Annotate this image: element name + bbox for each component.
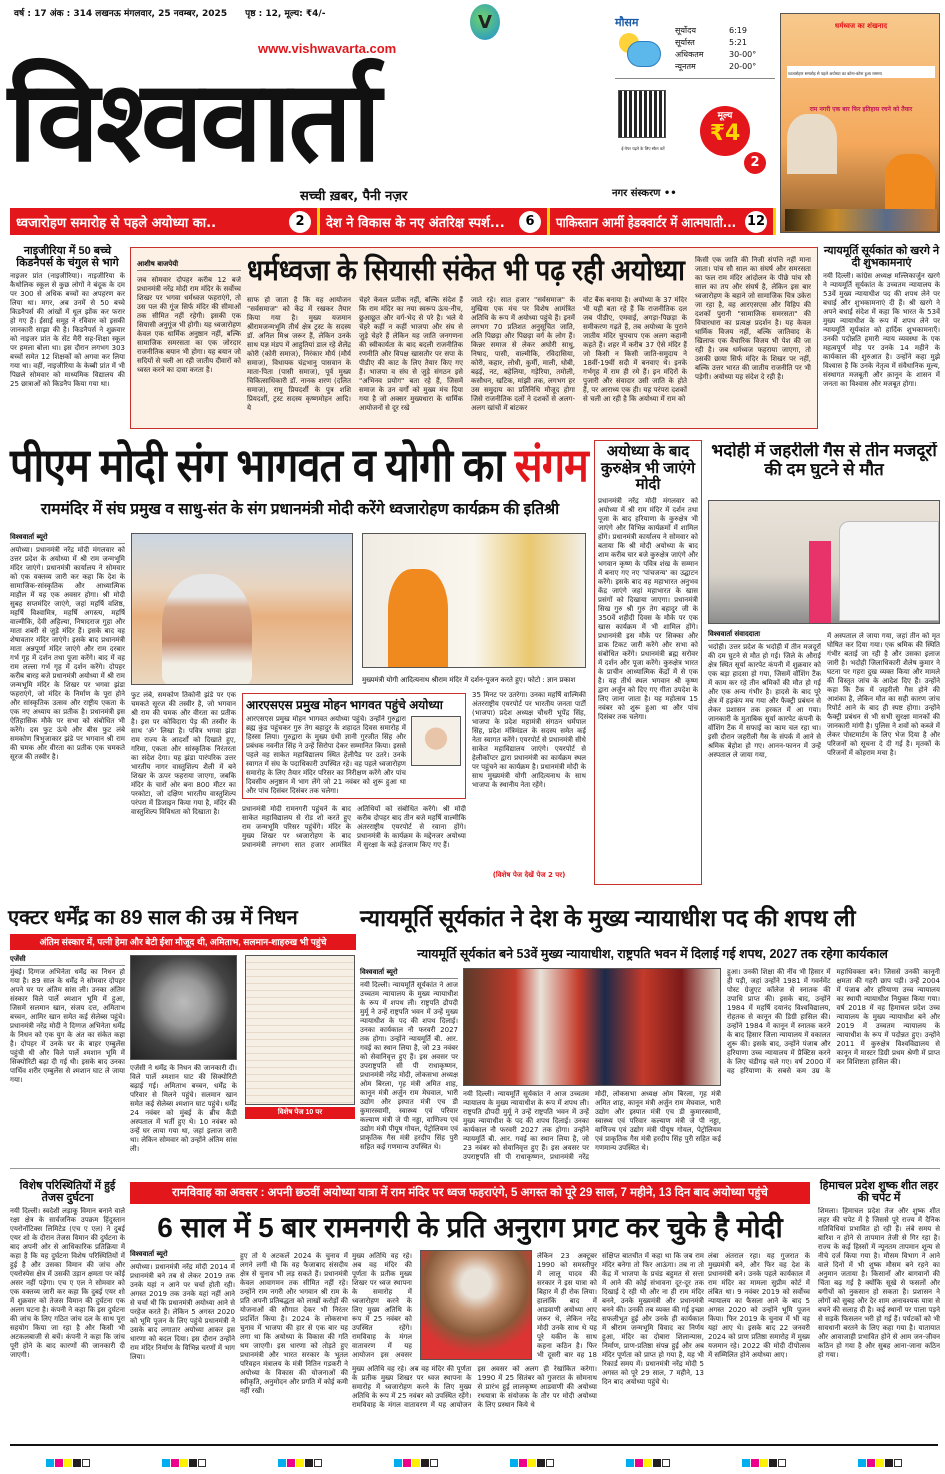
lead-body: अयोध्या। प्रधानमंत्री नरेंद्र मोदी मंगलवार को उत्तर प्रदेश के अयोध्या में श्री राम जन्मभूमि मंदिर जाएंगे। प्रधानमंत्री कार्यालय ने सोमवार को एक वक्तव्य जारी कर कहा कि देश के सामाजिक-सांस्कृतिक और आध्यात्मिक माहौल में यह एक अवसर होगा। श्री मोदी सुबह सप्तमंदिर जाएंगे, जहां महर्षि वशिष्ठ, महर्षि विश्वामित्र, महर्षि अगस्त्य, महर्षि वाल्मीकि, देवी अहिल्या, निषादराज गुहा और माता शबरी से जुड़े मंदिर हैं। इसके बाद वह शेषावतार मंदिर जाएंगे। इसके बाद प्रधानमंत्री माता अन्नपूर्णा मंदिर जाएंगे और राम दरबार गर्भ गृह में दर्शन तथा पूजा करेंगे। बाद में वह राम लल्ला गर्भ गृह में दर्शन करेंगे। दोपहर करीब बारह बजे प्रधानमंत्री अयोध्या में श्री राम जन्मभूमि मंदिर के शिखर पर भगवा झंडा फहराएंगे, जो मंदिर के निर्माण के पूरा होने और सांस्कृतिक उत्सव और राष्ट्रीय एकता के एक नए अध्याय का प्रतीक है। प्रधानमंत्री इस ऐतिहासिक मौके पर सभा को संबोधित भी करेंगे। दस फुट ऊंचे और बीस फुट लंबे समकोण त्रिभुजाकार झंडे पर भगवान श्री राम की चमक और वीरता का प्रतीक एक चमकते सूरज की तस्वीर है। xyxy=(10,546,125,761)
tejas-body: नयी दिल्ली। स्वदेशी लड़ाकू विमान बनाने वाले रक्षा क्षेत्र के सार्वजनिक उपक्रम हिंदुस्तान एयरोनॉटिक्स लिमिटेड (एच ए एल) ने दुबई एयर शो के दौरान तेजस विमान की दुर्घटना के बाद अपनी ओर से आधिकारिक प्रतिक्रिया में कहा है कि यह दुर्घटना विशेष परिस्थितियों में हुई है और उसका विमान की जांच और एयरोस्पेस क्षेत्र में उसकी उड़ान क्षमता पर कोई असर नहीं पड़ेगा। एच ए एल ने सोमवार को एक वक्तव्य जारी कर कहा कि दुबई एयर शो में शुक्रवार को तेजस विमान की दुर्घटना एक अलग घटना है। कंपनी ने कहा कि इस दुर्घटना की जांच के लिए गठित जांच दल के साथ पूरा सहयोग किया जा रहा है और किसी भी अटकलबाजी से बचें। कंपनी ने कहा कि जांच पूरी होने के बाद कारणों की जानकारी दी जाएगी। xyxy=(10,1207,125,1360)
kurukshetra-headline: अयोध्या के बाद कुरुक्षेत्र भी जाएंगे मोदी xyxy=(600,443,696,493)
price-value: ₹4 xyxy=(709,121,741,146)
color-swatch xyxy=(162,1459,170,1467)
color-swatch xyxy=(510,1459,518,1467)
registration-mark-icon xyxy=(778,1459,786,1467)
yogi-temple-photo xyxy=(362,533,586,668)
registration-mark-icon xyxy=(314,1459,322,1467)
kharge-body: नयी दिल्ली। कांग्रेस अध्यक्ष मल्लिकार्जुन खरगे ने न्यायमूर्ति सूर्यकांत के उच्चतम न्यायालय के 53वें मुख्य न्यायाधीश पद की शपथ लेने पर बधाई और शुभकामनाएं दी हैं। श्री खरगे ने अपने बधाई संदेश में कहा कि भारत के 53वें मुख्य न्यायाधीश के रूप में शपथ लेने पर न्यायमूर्ति सूर्यकांत को हार्दिक शुभकामनाएँ। उनकी पदोन्नति हमारी न्याय व्यवस्था के एक महत्वपूर्ण मोड़ पर उनके 14 महीने के कार्यकाल की शुरुआत है। उन्होंने कहा मुझे विश्वास है कि उनके नेतृत्व में संवैधानिक मूल्य, संस्थागत मजबूती और क़ानून के शासन में जनता का विश्वास और मजबूत होगा। xyxy=(823,272,940,389)
color-swatch xyxy=(635,1459,643,1467)
promo-yogi-photo xyxy=(885,154,935,209)
color-swatch xyxy=(64,1459,72,1467)
lead-subhead-wrap xyxy=(10,500,590,520)
bhagwat-photo xyxy=(411,716,461,766)
lead-body-cont: 35 मिनट पर उतरेगा। उनका महर्षि वाल्मिकी अंतरराष्ट्रीय एयरपोर्ट पर भारतीय जनता पार्टी (भाजपा) प्रदेश अध्यक्ष चौधरी भूपेंद्र सिंह, भाजपा के प्रदेश महामंत्री संगठन धर्मपाल सिंह, प्रदेश मंत्रिमंडल के सदस्य समेत कई नेता स्वागत करेंगे। एयरपोर्ट से प्रधानमंत्री सीधे साकेत महाविद्यालय जाएंगे। एयरपोर्ट से हेलीकॉप्टर द्वारा प्रधानमंत्री का कार्यक्रम स्थल पर पहुंचने का कार्यक्रम है। प्रधानमंत्री मोदी के साथ मुख्यमंत्री योगी आदित्यनाथ के साथ भाजपा के स्थानीय नेता रहेंगे। xyxy=(472,691,586,789)
color-swatch xyxy=(180,1459,188,1467)
registration-mark-icon xyxy=(430,1459,438,1467)
teaser-text: पाकिस्तान आर्मी हेडक्वार्टर में आत्मघाती... xyxy=(556,215,736,231)
tejas-story xyxy=(10,1180,125,1414)
color-swatch xyxy=(885,1459,893,1467)
cji-body-cont: नयी दिल्ली। न्यायमूर्ति सूर्यकांत ने आज उच्चतम न्यायालय के मुख्य न्यायाधीश के रूप में शपथ ली। राष्ट्रपति द्रौपदी मुर्मू ने उन्हें राष्ट्रपति भवन में उन्हें मुख्य न्यायाधीश के पद की शपथ दिलाई। उनका कार्यकाल नौ फरवरी 2027 तक होगा। उन्होंने न्यायमूर्ति बी. आर. गवई का स्थान लिया है, जो 23 नवंबर को सेवानिवृत्त हुए हैं। इस अवसर पर उपराष्ट्रपति सी पी राधाकृष्णन, प्रधानमंत्री नरेंद्र मोदी, लोकसभा अध्यक्ष ओम बिरला, गृह मंत्री अमित शाह, कानून मंत्री अर्जुन राम मेघवाल, भारी उद्योग और इस्पात मंत्री एच डी कुमारस्वामी, स्वास्थ्य एवं परिवार कल्याण मंत्री जे पी नड्डा, वाणिज्य एवं उद्योग मंत्री पीयूष गोयल, पेट्रोलियम एवं प्राकृतिक गैस मंत्री हरदीप सिंह पुरी सहित कई गणमान्य उपस्थित थे। xyxy=(463,1090,721,1161)
weather-row-sunrise xyxy=(675,25,775,37)
continued-link-wrap xyxy=(472,867,586,877)
cji-body-cont: हुआ। उनकी शिक्षा की नींव भी हिसार में ही पड़ी, जहां उन्होंने 1981 में गवर्नमेंट पोस्ट ग्रेजुएट कॉलेज से स्नातक की उपाधि प्राप्त की। इसके बाद, उन्होंने 1984 में महर्षि दयानंद विश्वविद्यालय, रोहतक से कानून की डिग्री हासिल की। उन्होंने 1984 में कानून में स्नातक करने के बाद हिसार जिला न्यायालय में वकालत शुरू की। इसके बाद, उन्होंने पंजाब और हरियाणा उच्च न्यायालय में प्रैक्टिस करने के लिए चंडीगढ़ चले गए। वर्ष 2000 में वह हरियाणा के सबसे कम उम्र के महाधिवक्ता बने। जिससे उनकी कानूनी क्षमता की गहरी छाप पड़ी। उन्हें 2004 में पंजाब और हरियाणा उच्च न्यायालय का स्थायी न्यायाधीश नियुक्त किया गया। वर्ष 2018 में वह हिमाचल प्रदेश उच्च न्यायालय के मुख्य न्यायाधीश बने और 2019 में उच्चतम न्यायालय के न्यायाधीश के रूप में पदोन्नत हुए। उन्होंने 2011 में कुरुक्षेत्र विश्वविद्यालय से कानून में मास्टर डिग्री प्रथम श्रेणी में प्राप्त कर विशिष्टता हासिल की। xyxy=(727,968,940,1075)
nigeria-body: नाइजर प्रांत (नाइजीरिया)। नाइजीरिया के कैथोलिक स्कूल से कुछ लोगों ने बंदूक के दम पर 300 से अधिक बच्चों का अपहरण कर लिया था। मगर, अब उनमें से 50 बच्चे किडनैपर्स की आंखों में धूल झोंक कर फरार हो गए हैं। ईसाई समूह ने रविवार को इसकी जानकारी साझा की है। किडनैपर्स ने शुक्रवार को नाइजर प्रांत के सेंट मैरी सह-शिक्षा स्कूल पर हमला बोला था। इस दौरान लगभग 303 बच्चों समेत 12 शिक्षकों को अगवा कर लिया गया था। वहीं, नाइजीरिया के केब्बी प्रांत में भी पिछले सोमवार को माध्यमिक विद्यालय की 25 छात्राओं को किडनैप किया गया था। xyxy=(10,272,125,389)
weather-box xyxy=(615,15,775,79)
kurukshetra-box xyxy=(594,440,702,885)
price-label: मूल्य xyxy=(717,111,733,121)
color-swatch xyxy=(751,1459,759,1467)
special-page-tag[interactable]: विशेष पेज 10 पर xyxy=(277,1109,323,1116)
teaser-page-number: 6 xyxy=(519,211,541,233)
dharmendra-body-cont: एजेंसी ने धर्मेंद्र के निधन की जानकारी दी। विले पार्ले श्मशान घाट की सिक्योरिटी बढ़ाई गई। अमिताभ बच्चन, धर्मेंद्र के परिवार से मिलने पहुंचे। सलमान खान समेत कई सेलेब्स श्मशान घाट पहुंचे। धर्मेंद्र 24 नवंबर को मुंबई के ब्रीच कैंडी अस्पताल में भर्ती हुए थे। 10 नवंबर को उन्हें घर लाया गया था, जहां इलाज जारी था। लेकिन सोमवार को उन्होंने अंतिम सांस ली। xyxy=(130,1064,237,1153)
dharmendra-body: मुंबई। दिग्गज अभिनेता धर्मेंद्र का निधन हो गया है। 89 साल के धर्मेंद्र ने सोमवार दोपहर अपने घर पर अंतिम सांस ली। उनका अंतिम संस्कार विले पार्ले श्मशान भूमि में हुआ, जिसमें सलमान खान, संजय दत्त, अमिताभ बच्चन, आमिर खान समेत कई सेलेब्स पहुंचे। प्रधानमंत्री नरेंद्र मोदी ने दिग्गज अभिनेता धर्मेंद्र के निधन को एक युग के अंत का संकेत कहा है। दोपहर में उनके घर के बाहर एम्बुलेंस पहुंची थी और विले पार्ले श्मशान भूमि में सिक्योरिटी बढ़ा दी गई थी। इसके बाद उनका पार्थिव शरीर एम्बुलेंस से श्मशान घाट ले जाया गया। xyxy=(10,968,125,1084)
nigeria-headline: नाइजीरिया में 50 बच्चे किडनैपर्स के चंगुल से भागे xyxy=(16,245,119,270)
weather-value: 20-00° xyxy=(729,62,757,71)
ambulance-photo xyxy=(708,500,940,624)
weather-label: मौसम xyxy=(615,16,639,29)
ram-story-body: संक्षिप्त बातचीत में कहा था कि जब राम मंदिर बनेगा तो फिर आऊंगा। तब ना तो केंद्र में भाजपा के प्रचंड बहुमत से सत्ता में आने की कोई संभावना दूर-दूर तक दिखाई दे रही थी और ना ही राम मंदिर बनने, उनके मुख्यमंत्री और प्रधानमंत्री बनने की। उनकी तब व्यक्त की गई इच्छा सफलीभूत हुई और उनके ही कार्यकाल में श्रीराम जन्मभूमि विवाद का निर्णय हुआ, मंदिर का दोबारा शिलान्यास, निर्माण, प्राण-प्रतिष्ठा संपन्न हुई और अब मंदिर पूर्णता को प्राप्त हो गया है, यह भी रिकार्ड समय में। प्रधानमंत्री नरेंद्र मोदी 5 अगस्त को पूरे 29 साल, 7 महीने, 13 दिन बाद अयोध्या पहुंचे थे। xyxy=(602,1252,704,1386)
promo-supplement-image[interactable] xyxy=(780,13,940,233)
color-swatch-group xyxy=(742,1452,787,1464)
color-swatch xyxy=(412,1459,420,1467)
weather-key: सूर्यास्त xyxy=(675,38,695,47)
qr-code[interactable] xyxy=(618,90,666,138)
kharge-headline: न्यायमूर्ति सूर्यकांत को खरगे ने दी शुभकामनाएं xyxy=(823,245,940,270)
analysis-headline-wrap xyxy=(247,254,687,290)
weather-key: अधिकतम xyxy=(675,50,704,59)
color-swatch xyxy=(287,1459,295,1467)
lead-column xyxy=(10,533,125,888)
color-swatch xyxy=(769,1459,777,1467)
color-swatch xyxy=(394,1459,402,1467)
cji-subhead-wrap xyxy=(365,945,940,962)
registration-mark-icon xyxy=(546,1459,554,1467)
masthead-tagline-wrap xyxy=(300,187,500,205)
cji-headline: न्यायमूर्ति सूर्यकांत ने देश के मुख्य न्यायाधीश पद की शपथ ली xyxy=(360,905,856,931)
lead-body-cont: प्रधानमंत्री मोदी रामनगरी पहुंचने के बाद साकेत महाविद्यालय से रोड शो करते हुए राम जन्मभूमि परिसर पहुंचेंगे। मंदिर के मुख्य शिखर पर ध्वजारोहण के बाद प्रधानमंत्री लगभग सात हजार आमंत्रित अतिथियों को संबोधित करेंगे। श्री मोदी करीब दोपहर बाद तीन बजे महर्षि वाल्मीकि अंतरराष्ट्रीय एयरपोर्ट से रवाना होंगे। प्रधानमंत्री के कार्यक्रम के मद्देनजर अयोध्या में सुरक्षा के कड़े इंतजाम किए गए हैं। xyxy=(242,805,466,849)
color-swatch xyxy=(537,1459,545,1467)
color-swatch xyxy=(867,1459,875,1467)
teaser-page-number: 12 xyxy=(745,211,767,233)
edition-label: नगर संस्करण •• xyxy=(612,188,677,199)
dharmendra-photo xyxy=(130,955,237,1060)
divider xyxy=(10,1168,940,1169)
promo-strip-wrap xyxy=(787,66,935,78)
ram-story-body: लेकिन 23 अक्टूबर 1990 को समस्तीपुर में लालू यादव की सरकार ने इस यात्रा को बिहार में ही रोक लिया। हालांकि बाद में आडवाणी अयोध्या आए जरूर थे, लेकिन नरेंद्र मोदी उनके साथ थे यह पूरे यकीन के साथ कहना कठिन है। फिर भी दूसरी बार वह 18 xyxy=(537,1252,597,1359)
ram-story-body: हुए तो ये अटकलें 2024 के चुनाव में लगने लगीं थी कि वह फैजाबाद संसदीय क्षेत्र से चुनाव भी लड़ सकते हैं। प्रधानमंत्री केवल आवागमन तक सीमित नहीं रहे। उन्होंने राम नगरी और भगवान श्री राम के प्रति अपनी प्रतिबद्धता को लाखों करोड़ों की योजनाओं की सौगात देकर भी निरंतर प्रदर्शित किया है। 2024 के लोकसभा चुनाव में भाजपा की हार से एक बार यह लगा था कि अयोध्या के विकास की गति थम जाएगी। इस धारणा को तोड़ते हुए प्रधानमंत्री और भारत सरकार के भूतल परिवहन मंत्रालय के मंत्री नितिन गडकरी ने अयोध्या के विकास की योजनाओं की स्वीकृति, अनुमोदन और प्रगति में कोई कमी नहीं रखी। xyxy=(240,1252,348,1395)
color-swatch xyxy=(528,1459,536,1467)
color-registration-marks xyxy=(10,1452,938,1464)
color-swatch-group xyxy=(626,1452,671,1464)
bhadohi-headline: भदोही में जहरीली गैस से तीन मजदूरों की दम घुटने से मौत xyxy=(711,442,937,479)
modi-temple-photo xyxy=(131,533,353,685)
rss-headline-wrap xyxy=(246,697,462,713)
special-page-thumbnail[interactable] xyxy=(245,955,355,1105)
qr-caption: ई-पेपर पढ़ने के लिए स्कैन करें xyxy=(621,146,665,151)
ram-story-banner-bar xyxy=(130,1182,810,1204)
special-page-tag-bar xyxy=(245,1107,355,1119)
teaser-page-number: 2 xyxy=(289,211,311,233)
ram-story-byline: विश्ववार्ता ब्यूरो xyxy=(130,1250,235,1261)
cji-byline: विश्ववार्ता ब्यूरो xyxy=(360,968,458,979)
color-swatch-group xyxy=(162,1452,207,1464)
teaser-text: ध्वजारोहण समारोह से पहले अयोध्या का.. xyxy=(16,215,217,231)
continued-link[interactable]: (विशेष पेज देखें पेज 2 पर) xyxy=(492,871,566,879)
promo-headline: राम नगरी एक बार फिर इतिहास रचने को तैयार xyxy=(809,106,913,113)
cloud-sun-icon xyxy=(617,31,663,71)
color-swatch xyxy=(742,1459,750,1467)
weather-key: न्यूनतम xyxy=(675,62,696,71)
masthead-tagline: सच्ची ख़बर, पैनी नज़र xyxy=(300,189,408,204)
registration-mark-icon xyxy=(198,1459,206,1467)
kharge-story xyxy=(823,245,940,416)
qr-caption-wrap xyxy=(612,142,674,152)
tejas-headline: विशेष परिस्थितियों में हुई तेजस दुर्घटना xyxy=(19,1180,116,1205)
ram-story-body: मुख्य अतिथि वह रहे। अब वह मंदिर की पूर्णता के प्रतीक मुख्य शिखर पर ध्वज स्थापना के समारोह में ध्वजारोहण करने के लिए मुख्य अतिथि के रूप में 25 नवंबर को उपस्थित रहेंगे। रामविवाह के मंगल वातावरण में यह आयोजन इस अवसर को अलग ही रेखांकित करेगा। 1990 में 25 सितंबर को गुजरात के सोमनाथ से प्रारंभ हुई लालकृष्ण आडवाणी की अयोध्या रथयात्रा के संयोजक के तौर पर मोदी अयोध्या के लिए प्रस्थान किये थे xyxy=(352,1365,597,1409)
color-swatch-group xyxy=(858,1452,903,1464)
dharmendra-column xyxy=(10,955,125,1166)
dharmendra-headline: एक्टर धर्मेंद्र का 89 साल की उम्र में निधन xyxy=(8,907,298,929)
price-badge xyxy=(700,106,750,156)
edition-label-wrap xyxy=(612,184,732,200)
himachal-body: शिमला। हिमाचल प्रदेश तेज और शुष्क शीत लहर की चपेट में है जिससे पूरे राज्य में दैनिक गतिविधियां प्रभावित हो रही हैं। लंबे समय से बारिश न होने से तापमान तेजी से गिर रहा है। राज्य के कई हिस्सों में न्यूनतम तापमान शून्य से नीचे दर्ज किया गया है। मौसम विभाग ने आने वाले दिनों में भी शुष्क मौसम बने रहने का अनुमान जताया है। किसानों और बागवानों की चिंता बढ़ गई है क्योंकि सूखे से फसलों और बगीचों को नुकसान हो सकता है। प्रशासन ने लोगों को सुबह और देर शाम अनावश्यक यात्रा से बचने की सलाह दी है। कई स्थानों पर पाला पड़ने से सड़कें फिसलन भरी हो गई हैं। पर्यटकों को भी सावधानी बरतने के लिए कहा गया है। यातायात और आवाजाही प्रभावित होने से आम जन-जीवन कठिन हो गया है और सुबह आना-जाना कठिन हो गया। xyxy=(818,1207,940,1360)
nigeria-story xyxy=(10,245,125,416)
bhadohi-body-cont: में अस्पताल ले जाया गया, जहां तीन को मृत घोषित कर दिया गया। एक श्रमिक की स्थिति गंभीर बताई जा रही है और उसका इलाज जारी है। भदोही जिलाधिकारी शैलेष कुमार ने घटना पर गहरा दुख व्यक्त किया और मामले की विस्तृत जांच के आदेश दिए हैं। उन्होंने कहा कि टैंक में जहरीली गैस होने की आशंका है, लेकिन मौत का सही कारण जांच रिपोर्ट आने के बाद ही स्पष्ट होगा। उन्होंने फैक्ट्री प्रबंधन से भी सभी सुरक्षा मानकों की जानकारी मांगी है। पुलिस ने शवों को कब्जे में लेकर पोस्टमार्टम के लिए भेज दिया है और परिजनों को सूचना दे दी गई है। मृतकों के परिजनों में कोहराम मचा है। xyxy=(827,632,940,757)
modi-namaste-photo xyxy=(420,1250,532,1360)
yogi-photo-caption: मुख्यमंत्री योगी आदित्यनाथ श्रीराम मंदिर में दर्शन-पूजन करते हुए। फोटो : ज्ञान प्रकाश xyxy=(362,676,576,684)
color-swatch xyxy=(278,1459,286,1467)
himachal-headline: हिमाचल प्रदेश शुष्क शीत लहर की चपेट में xyxy=(819,1180,939,1205)
bhadohi-column xyxy=(708,630,821,881)
analysis-col: साफ हो जाता है कि यह आयोजन "सर्वसमाज" को केंद्र में रखकर तैयार किया गया है। मुख्य यजमान श्रीरामजन्मभूमि तीर्थ क्षेत्र ट्रस्ट के सदस्य डॉ. अनिल मिश्र जरूर हैं, लेकिन उनके साथ यज्ञ मंडप में आहुतियां डाल रहे शैलेंद्र कोरी (कोरी समाज), निरंकार मौर्य (मौर्य समाज), विधायक चंद्रभानु पासवान के माता-पिता (पासी समाज), पूर्व मुख्य चिकित्साधिकारी डॉ. नानक शरण (दलित समाज), रामू प्रियदर्शी के पुत्र शशि प्रियदर्शी, ट्रस्ट सदस्य कृष्णमोहन आदि। ये xyxy=(247,296,351,412)
issue-info: वर्ष : 17 अंक : 314 लखनऊ मंगलवार, 25 नवम्बर, 2025 xyxy=(14,9,228,19)
color-swatch xyxy=(876,1459,884,1467)
promo-modi-photo xyxy=(787,114,837,174)
price-page-badge: 2 xyxy=(744,152,766,174)
bhadohi-byline: विश्ववार्ता संवाददाता xyxy=(708,630,821,641)
analysis-col: किसी एक जाति की निजी संपत्ति नहीं माना जाता। पांच सौ साल का संघर्ष और समरसता का फल राम मंदिर आंदोलन के पीछे पांच सौ साल का तप और संघर्ष है, लेकिन इस बार ध्वजारोहण के बहाने जो सामाजिक चित्र उकेरा जा रहा है, वह आरएसएस और विहिप की दशकों पुरानी "सामाजिक समरसता" की विचारधारा का प्रत्यक्ष प्रदर्शन है। यह केवल धार्मिक विजय नहीं, बल्कि जातिवाद के खिलाफ एक वैचारिक विजय भी पेश की जा रही है। जब धर्मध्वज फहराया जाएगा, तो उसकी छाया सिर्फ मंदिर के शिखर पर नहीं, बल्कि उत्तर भारत की जातीय राजनीति पर भी पड़ेगी। अयोध्या यह संदेश दे रही है। xyxy=(695,256,811,381)
cji-column xyxy=(360,968,458,1167)
color-swatch xyxy=(858,1459,866,1467)
weather-row-min xyxy=(675,61,775,73)
color-swatch-group xyxy=(394,1452,439,1464)
dharmendra-subhead-bar xyxy=(10,934,356,950)
kurukshetra-body: प्रधानमंत्री नरेंद्र मोदी मंगलवार को अयोध्या में श्री राम मंदिर में दर्शन तथा पूजा के बाद हरियाणा के कुरुक्षेत्र भी जाएंगे और विभिन्न कार्यक्रमों में शामिल होंगे। प्रधानमंत्री कार्यालय ने सोमवार को बताया कि श्री मोदी अयोध्या के बाद शाम करीब चार बजे कुरुक्षेत्र जाएंगे और भगवान कृष्ण के पवित्र शंख के सम्मान में बनाए गए नए 'पांचजन्य' का उद्घाटन करेंगे। इसके बाद वह महाभारत अनुभव केंद्र जाएंगे जहां महाभारत के खास प्रसंगों को दिखाया जाएगा। प्रधानमंत्री सिख गुरु श्री गुरु तेग बहादुर जी के 350वें शहीदी दिवस के मौके पर एक खास कार्यक्रम में भी शामिल होंगे। प्रधानमंत्री इस मौके पर सिक्का और डाक टिकट जारी करेंगे और सभा को संबोधित करेंगे। प्रधानमंत्री ब्रह्म सरोवर में दर्शन और पूजा करेंगे। कुरुक्षेत्र भारत के प्राचीन आध्यात्मिक केंद्रों में से एक है। यह तीर्थ स्थल भगवान श्री कृष्ण द्वारा अर्जुन को दिए गए गीता उपदेश के लिए जाना जाता है। यह महोत्सव 15 नवंबर को शुरू हुआ था और पांच दिसंबर तक चलेगा। xyxy=(598,496,698,721)
color-swatch-group xyxy=(46,1452,91,1464)
masthead-title: विश्ववार्ता xyxy=(8,57,379,187)
issue-info-row xyxy=(14,6,414,19)
weather-value: 30-00° xyxy=(729,50,757,59)
dharmendra-subhead: अंतिम संस्कार में, पत्नी हेमा और बेटी ईशा मौजूद थी, अमिताभ, सलमान-शाहरुख भी पहुंचे xyxy=(39,937,327,947)
footer-rule xyxy=(10,1444,938,1446)
color-swatch-group xyxy=(510,1452,555,1464)
color-swatch xyxy=(644,1459,652,1467)
ram-story-headline-wrap xyxy=(130,1210,810,1246)
registration-mark-icon xyxy=(662,1459,670,1467)
registration-mark-icon xyxy=(894,1459,902,1467)
weather-value: 5:21 xyxy=(729,38,747,47)
registration-mark-icon xyxy=(82,1459,90,1467)
ram-story-body: अयोध्या। प्रधानमंत्री नरेंद्र मोदी 2014 में प्रधानमंत्री बने तब से लेकर 2019 तक उनके यहां न आने पर चर्चा होती रही। अगस्त 2019 तक उनके यहां नहीं आने से चर्चा थी कि प्रधानमंत्री अयोध्या आने से परहेज करते हैं। लेकिन 5 अगस्त 2020 को भूमि पूजन के लिए पहुंचे प्रधानमंत्री ने उसके बाद लगातार अयोध्या आकर इस धारणा को बदल दिया। इस दौरान उन्होंने राम मंदिर निर्माण के विभिन्न चरणों में भाग लिया। xyxy=(130,1263,235,1361)
ram-story-banner: रामविवाह का अवसर : अपनी छठवीं अयोध्या यात्रा में राम मंदिर पर ध्वज फहराएंगे, 5 अगस्त को पूरे 29 साल, 7 महीने, 13 दिन बाद अयोध्या पहुंचे xyxy=(172,1187,768,1199)
promo-headline-wrap xyxy=(785,102,937,114)
masthead-title-wrap xyxy=(8,57,608,187)
promo-temple-strip xyxy=(785,209,937,231)
color-swatch xyxy=(189,1459,197,1467)
dharmendra-byline: एजेंसी xyxy=(10,955,125,966)
analysis-col: वोट बैंक बनाया है। अयोध्या के 37 मंदिर भी यही बता रहे हैं कि राजनीतिक दल जब पीडीए, एमवाई, अगड़ा-पिछड़ा के समीकरण गढ़ते हैं, तब अयोध्या के पुराने जातीय मंदिर चुपचाप एक अलग कहानी कहते हैं। शहर में करीब 37 ऐसे मंदिर हैं जो किसी न किसी जाति-समुदाय ने 18वीं-19वीं सदी में बनवाए थे। इनके गर्भगृह में राम ही रमे हैं। इन मंदिरों के पुजारी और संवादार उसी जाति के होते हैं, पर आराध्य एक ही। यह परंपरा दशकों से चली आ रही है कि अयोध्या में राम को xyxy=(583,296,687,403)
color-swatch xyxy=(421,1459,429,1467)
cji-subhead: न्यायमूर्ति सूर्यकांत बने 53वें मुख्य न्यायाधीश, राष्ट्रपति भवन में दिलाई गई शपथ, 2027 तक रहेगा कार्यकाल xyxy=(417,947,888,961)
cji-headline-wrap xyxy=(360,903,940,933)
analysis-author: आशीष बाजपेयी xyxy=(137,260,241,271)
weather-row-sunset xyxy=(675,37,775,49)
teaser-item[interactable] xyxy=(320,208,550,235)
analysis-headline: धर्मध्वजा के सियासी संकेत भी पढ़ रही अयोध्या xyxy=(247,255,685,287)
lead-headline xyxy=(10,438,588,492)
teaser-text: देश ने विकास के नए अंतरिक्ष स्पर्श... xyxy=(326,215,505,231)
cji-body: नयी दिल्ली। न्यायमूर्ति सूर्यकांत ने आज उच्चतम न्यायालय के मुख्य न्यायाधीश के रूप में शपथ ली। राष्ट्रपति द्रौपदी मुर्मू ने उन्हें राष्ट्रपति भवन में उन्हें मुख्य न्यायाधीश के पद की शपथ दिलाई। उनका कार्यकाल नौ फरवरी 2027 तक होगा। उन्होंने न्यायमूर्ति बी. आर. गवई का स्थान लिया है, जो 23 नवंबर को सेवानिवृत्त हुए हैं। इस अवसर पर उपराष्ट्रपति सी पी राधाकृष्णन, प्रधानमंत्री नरेंद्र मोदी, लोकसभा अध्यक्ष ओम बिरला, गृह मंत्री अमित शाह, कानून मंत्री अर्जुन राम मेघवाल, भारी उद्योग और इस्पात मंत्री एच डी कुमारस्वामी, स्वास्थ्य एवं परिवार कल्याण मंत्री जे पी नड्डा, वाणिज्य एवं उद्योग मंत्री पीयूष गोयल, पेट्रोलियम एवं प्राकृतिक गैस मंत्री हरदीप सिंह पुरी सहित कई गणमान्य उपस्थित थे। xyxy=(360,981,458,1151)
color-swatch xyxy=(73,1459,81,1467)
ram-story-headline: 6 साल में 5 बार रामनगरी के प्रति अनुराग प्रगट कर चुके है मोदी xyxy=(157,1212,783,1243)
analysis-box xyxy=(130,247,818,429)
masthead-logo xyxy=(470,4,500,40)
weather-row-max xyxy=(675,49,775,61)
promo-strip: ध्वजारोहण समारोह से पहले अयोध्या का कोना-कोना हुआ राममय xyxy=(788,71,882,76)
ram-story-body: लंबा अंतराल रहा। यह गुजरात के मुख्यमंत्री बने, और फिर वह देश के प्रधानमंत्री बने। उनके पहले कार्यकाल में राम मंदिर का मामला सुप्रीम कोर्ट में लंबित था। 9 नवंबर 2019 को सर्वोच्च न्यायालय का फैसला आने के बाद 5 अगस्त 2020 को उन्होंने भूमि पूजन किया। फिर 2019 के चुनाव में भी वह यहां आए थे। इसके बाद 22 जनवरी 2024 को प्राण प्रतिष्ठा समारोह में मुख्य यजमान रहे। 2022 की मोदी दीपोत्सव में सम्मिलित होने अयोध्या आए। xyxy=(708,1252,810,1359)
color-swatch-group xyxy=(278,1452,323,1464)
lead-headline-main: पीएम मोदी संग भागवत व योगी का xyxy=(10,439,515,491)
promo-title-wrap xyxy=(811,18,911,31)
color-swatch xyxy=(760,1459,768,1467)
website-link-wrap xyxy=(258,40,478,57)
teaser-item[interactable] xyxy=(550,208,776,235)
teaser-item[interactable] xyxy=(10,208,320,235)
ram-story-column xyxy=(130,1250,235,1443)
lead-headline-highlight: संगम xyxy=(514,439,588,491)
issue-pages-price: पृष्ठ : 12, मूल्य: ₹4/- xyxy=(245,9,326,19)
color-swatch xyxy=(626,1459,634,1467)
himachal-story xyxy=(818,1180,940,1414)
color-swatch xyxy=(55,1459,63,1467)
ram-story-body: मुख्य अतिथि वह रहे। अब वह मंदिर की पूर्णता के प्रतीक मुख्य शिखर पर ध्वज स्थापना के समारोह में ध्वजारोहण करने के लिए मुख्य अतिथि के रूप में 25 नवंबर को उपस्थित रहेंगे। रामविवाह के मंगल वातावरण में यह आयोजन इस अवसर xyxy=(352,1252,412,1359)
color-swatch xyxy=(296,1459,304,1467)
teaser-bar xyxy=(10,208,776,235)
rss-headline: आरएसएस प्रमुख मोहन भागवत पहुंचे अयोध्या xyxy=(246,698,443,712)
cji-oath-photo xyxy=(463,968,721,1086)
lead-subhead: राममंदिर में संघ प्रमुख व साधु-संत के संग प्रधानमंत्री मोदी करेंगे ध्वजारोहण कार्यक्रम की इतिश्री xyxy=(40,501,560,518)
logo-letter: V xyxy=(478,11,492,33)
weather-key: सूर्योदय xyxy=(675,26,697,35)
lead-byline: विश्ववार्ता ब्यूरो xyxy=(10,533,125,544)
lead-body-cont: फुट लंबे, समकोण तिकोनी झंडे पर एक चमकते सूरज की तस्वीर है, जो भगवान श्री राम की चमक और वीरता का प्रतीक है। इस पर कोविदारा पेड़ की तस्वीर के साथ 'ॐ' लिखा है। पवित्र भगवा झंडा राम राज्य के आदर्शों को दिखाते हुए, गरिमा, एकता और सांस्कृतिक निरंतरता का संदेश देगा। यह झंडा पारंपरिक उत्तर भारतीय नागर वास्तुशिल्प शैली में बने शिखर के ऊपर फहराया जाएगा, जबकि मंदिर के चारों ओर बना 800 मीटर का परकोटा, जो दक्षिण भारतीय वास्तुशिल्प परंपरा में डिजाइन किया गया है, मंदिर की वास्तुशिल्प विविधता को दिखाता है। xyxy=(131,691,236,816)
color-swatch xyxy=(519,1459,527,1467)
website-link[interactable]: www.vishwavarta.com xyxy=(258,41,397,56)
rss-body: आरएसएस प्रमुख मोहन भागवत अयोध्या पहुंचे। उन्होंने गुरुद्वारा ब्रह्म कुंड पहुंचकर गुरु तेग बहादुर के शहादत दिवस समारोह में हिस्सा लिया। गुरुद्वारा के मुख्य ग्रंथी ज्ञानी गुरजीत सिंह और प्रबंधक नवनीत सिंह ने उन्हें सिरोपा देकर सम्मानित किया। इससे पहले वह साकेत महाविद्यालय स्थित हेलीपैड पर उतरे। उनके स्वागत में संघ के पदाधिकारी उपस्थित रहे। वह पहले ध्वजारोहण समारोह के लिए तैयार मंदिर परिसर का निरीक्षण करेंगे और पांच दिवसीय अनुष्ठान में भाग लेंगे जो 21 नवंबर को शुरू हुआ था और पांच दिसंबर दिसंबर तक चलेगा। xyxy=(246,715,406,795)
bhadohi-body: भदोही। उत्तर प्रदेश के भदोही में तीन मजदूरों की दम घुटने से मौत हो गई। जिले के औराई क्षेत्र स्थित सूर्या कारपेट कंपनी में शुक्रवार को एक बड़ा हादसा हो गया, जिसमें वॉशिंग टैंक में काम कर रहे तीन श्रमिकों की मौत हो गई और एक अन्य गंभीर है। हादसे के बाद पूरे क्षेत्र में हड़कंप मच गया और फैक्ट्री प्रबंधन से लेकर प्रशासन तक हरकत में आ गया। जानकारी के मुताबिक सूर्या कारपेट कंपनी के वॉशिंग टैंक में सफाई का काम चल रहा था। इसी दौरान जहरीली गैस के संपर्क में आने से श्रमिक बेहोश हो गए। आनन-फानन में उन्हें अस्पताल ले जाया गया, xyxy=(708,643,821,759)
lead-headline-wrap xyxy=(10,438,590,492)
color-swatch xyxy=(305,1459,313,1467)
color-swatch xyxy=(403,1459,411,1467)
dharmendra-headline-wrap xyxy=(8,905,354,931)
yogi-photo-caption-wrap xyxy=(362,672,586,682)
color-swatch xyxy=(653,1459,661,1467)
analysis-col: जब सोमवार दोपहर करीब 12 बजे प्रधानमंत्री नरेंद्र मोदी राम मंदिर के सर्वोच्च शिखर पर भगवा धर्मध्वज फहराएंगे, तो उस पल की गूंज सिर्फ मंदिर की सीमाओं तक सीमित नहीं रहेगी। इसकी एक सियासी अनुगूंज भी होगी। यह ध्वजारोहण केवल एक धार्मिक अनुष्ठान नहीं, बल्कि सामाजिक समरसता का एक जोरदार राजनीतिक बयान भी होगा। यह बयान जो सदियों से चली आ रही जातीय दीवारों को ध्वस्त करने का दावा करता है। xyxy=(137,276,241,374)
weather-value: 6:19 xyxy=(729,26,747,35)
color-swatch xyxy=(46,1459,54,1467)
analysis-col: चेहरे केवल प्रतीक नहीं, बल्कि संदेश हैं कि राम मंदिर का नया स्वरूप ऊंच-नीच, छुआछूत और वर्ग-भेद से परे है। भले ये चेहरे कहीं न कहीं भाजपा और संघ से जुड़े चेहरे हैं लेकिन यह जाति जनगणना की स्वीकार्यता के बाद बदली राजनीतिक रणनीति और विपक्ष खासतौर पर सपा के पीडीए की काट के लिए तैयार किए गए हैं। भाजपा व संघ से जुड़े संगठन इसे "अभिनव प्रयोग" बता रहे हैं, जिसमें समाज के उन वर्गों को मुख्य मंच दिया गया है जो अक्सर मुख्यधारा के धार्मिक आयोजनों से दूर रखे xyxy=(359,296,463,412)
color-swatch xyxy=(171,1459,179,1467)
promo-title: धर्मध्वज का शंखनाद xyxy=(834,22,888,30)
rss-box xyxy=(242,693,466,799)
analysis-col: जाते रहे। सात हजार "सर्वसमाज" के मुखिया एक मंच पर विशेष आमंत्रित अतिथि के रूप में अयोध्या पहुंचे हैं। इनमें लगभग 70 प्रतिशत अनुसूचित जाति, अति पिछड़ा और पिछड़ा वर्ग के लोग हैं। किन्नर समाज से लेकर अघोरी साधु, निषाद, पासी, वाल्मीकि, रविदासिया, कोरी, कहार, लोधी, कुर्मी, माली, धोबी, बढ़ई, नट, बहेलिया, गड़ेरिया, तमोली, कसौधन, खटिक, मांझी तक, लगभग हर उस समुदाय का प्रतिनिधि मौजूद होगा जिसे राजनीतिक दलों ने दशकों से अलग-अलग खांचों में बांटकर xyxy=(471,296,575,412)
